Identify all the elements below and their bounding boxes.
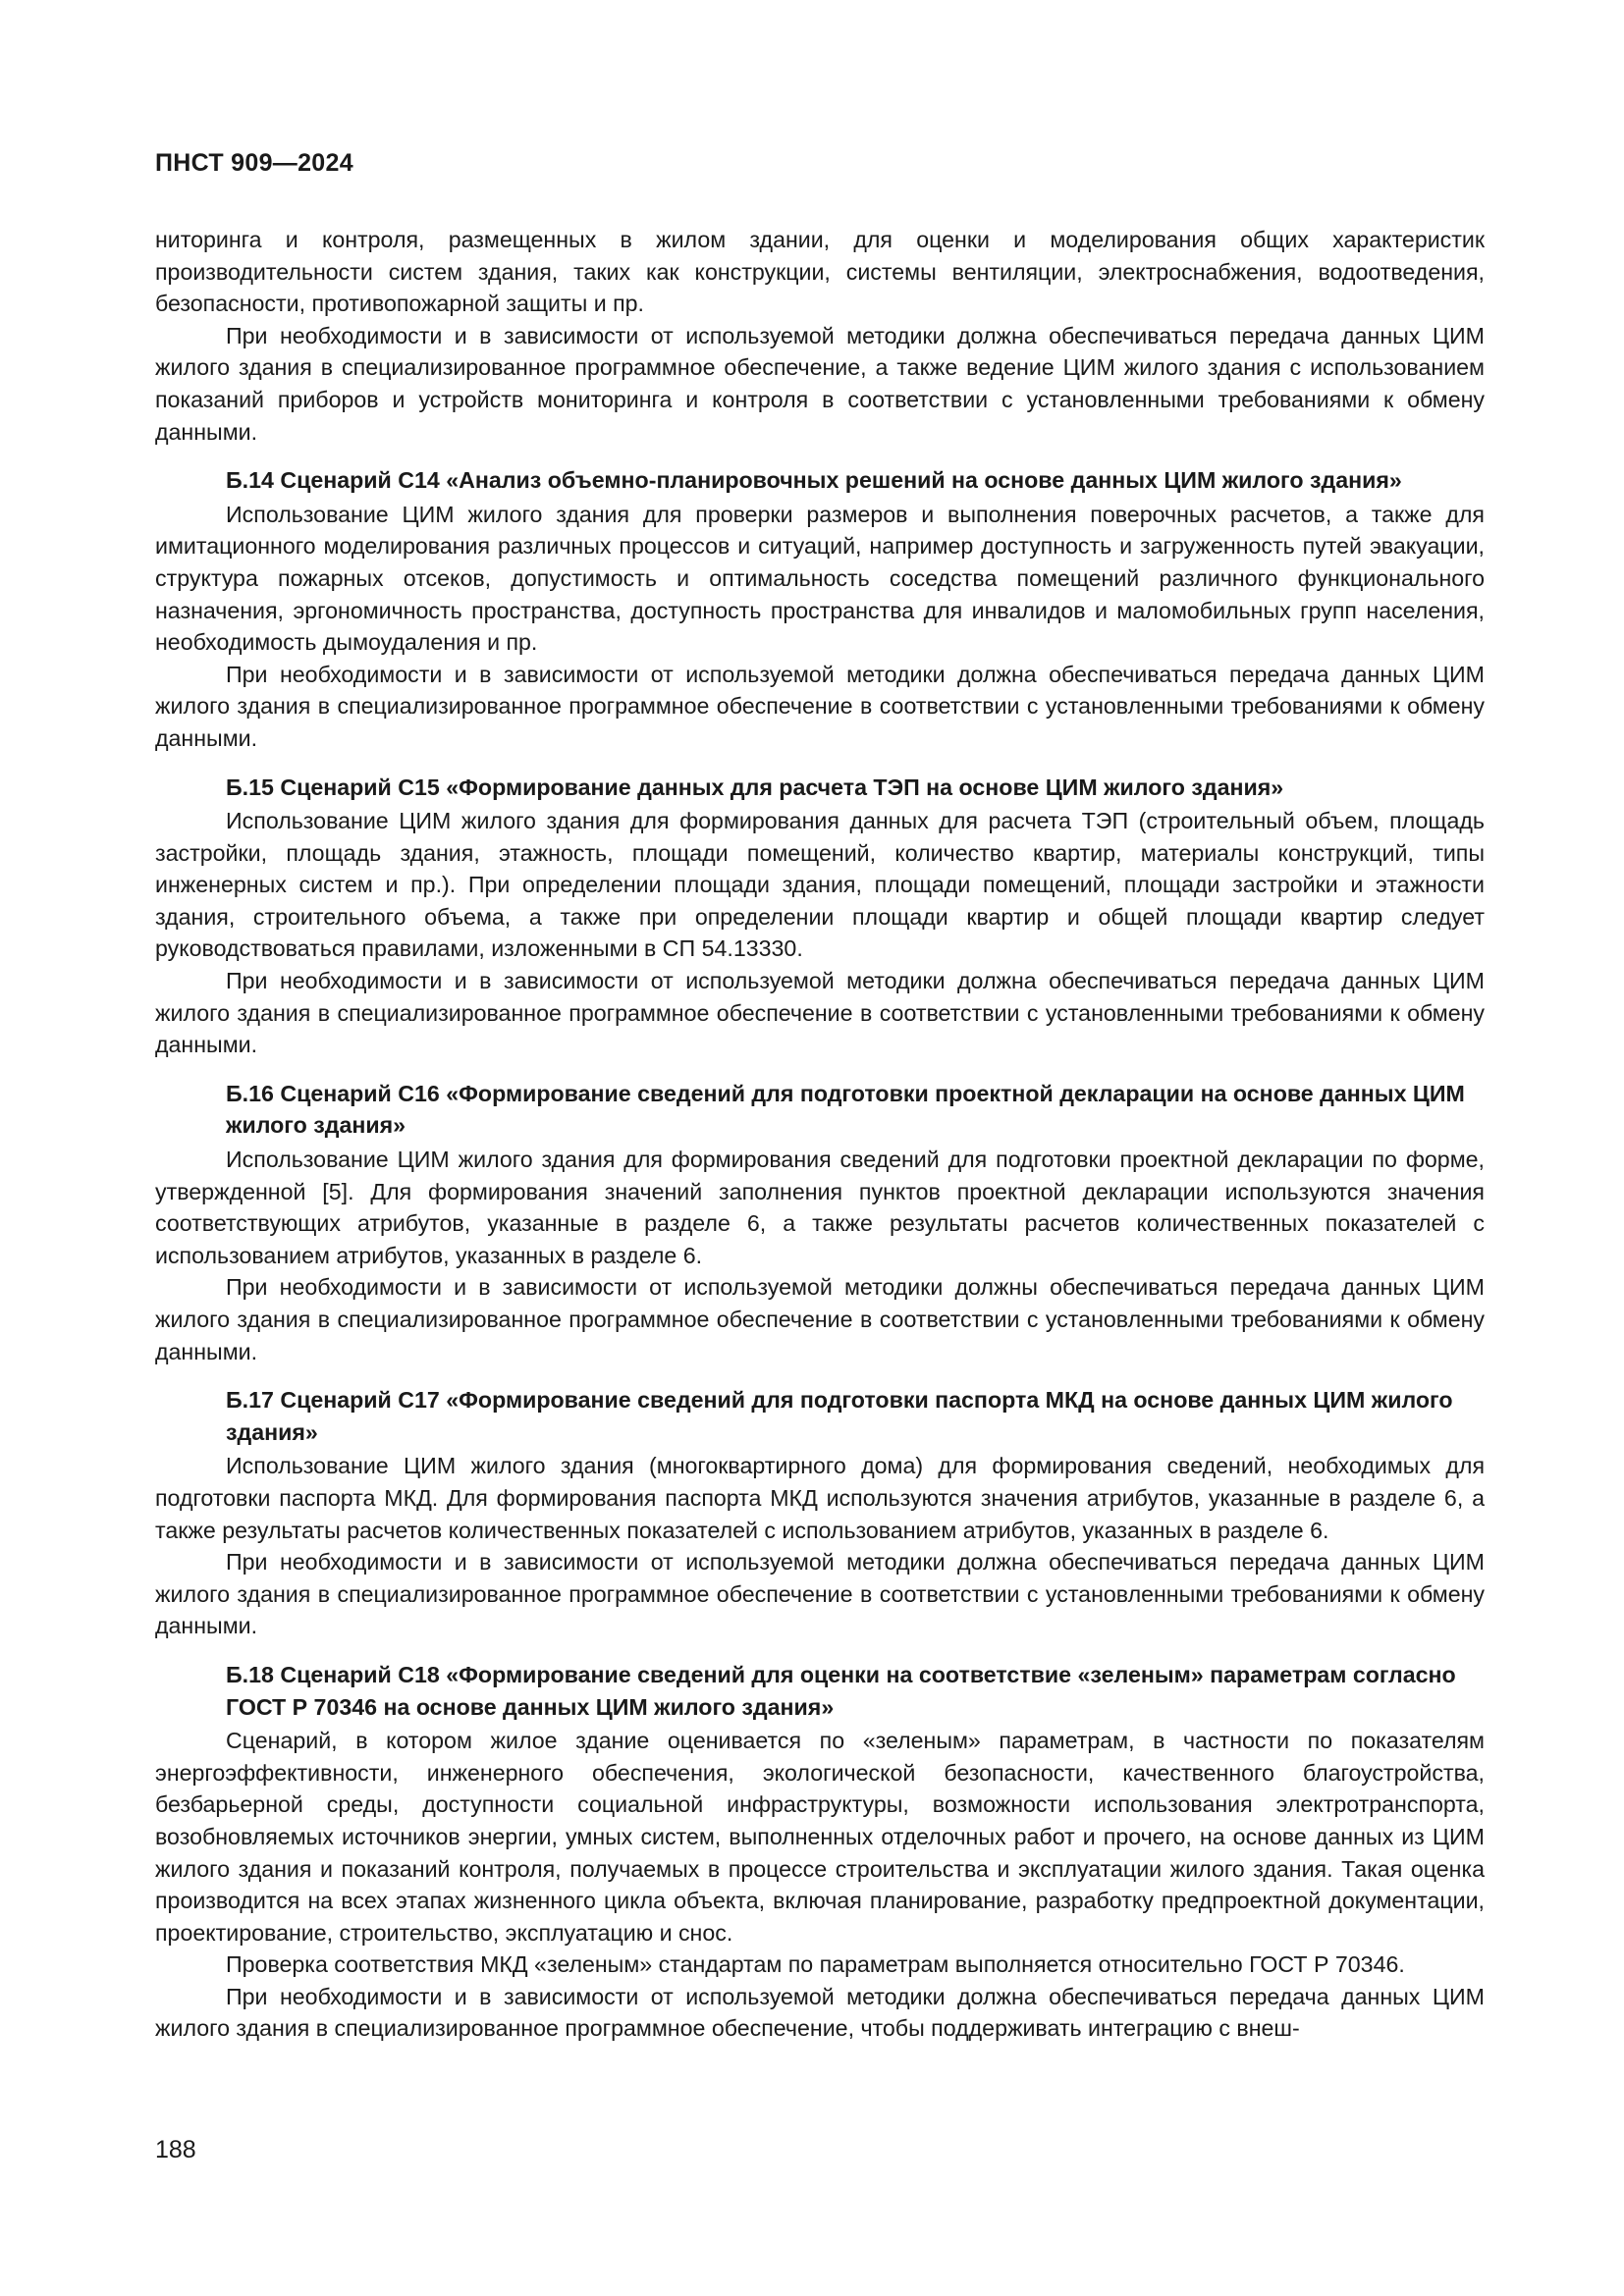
paragraph: Использование ЦИМ жилого здания (многоквартирного дома) для формирования сведений, необходимых для подготовки паспорта МКД. Для формирования паспорта МКД используются значения атрибутов, указанные в разделе 6, а также результаты расчетов количественных показателей с использованием атрибутов, указанных в разделе 6. — [155, 1453, 1485, 1543]
section-heading-b18: Б.18 Сценарий С18 «Формирование сведений для оценки на соответствие «зеленым» параметрам согласно ГОСТ Р 70346 на основе данных ЦИМ жилого здания» — [226, 1661, 1456, 1720]
section-heading-b14: Б.14 Сценарий С14 «Анализ объемно-планировочных решений на основе данных ЦИМ жилого здания» — [226, 467, 1402, 494]
paragraph: Сценарий, в котором жилое здание оценивается по «зеленым» параметрам, в частности по показателям энергоэффективности, инженерного обеспечения, экологической безопасности, качественного благоустройства, безбарьерной среды, доступности социальной инфраструктуры, возможности использования электротранспорта, возобновляемых источников энергии, умных систем, выполненных отделочных работ и прочего, на основе данных из ЦИМ жилого здания и показаний контроля, получаемых в процессе строительства и эксплуатации жилого здания. Такая оценка производится на всех этапах жизненного цикла объекта, включая планирование, разработку предпроектной документации, проектирование, строительство, эксплуатацию и снос. — [155, 1728, 1485, 1946]
paragraph: Проверка соответствия МКД «зеленым» стандартам по параметрам выполняется относительно ГОСТ Р 70346. — [226, 1951, 1405, 1978]
section-heading-b17: Б.17 Сценарий С17 «Формирование сведений для подготовки паспорта МКД на основе данных ЦИМ жилого здания» — [226, 1387, 1453, 1445]
paragraph: Использование ЦИМ жилого здания для формирования данных для расчета ТЭП (строительный объем, площадь застройки, площадь здания, этажность, площади помещений, количество квартир, материалы конструкций, типы инженерных систем и пр.). При определении площади здания, площади помещений, площади застройки и этажности здания, строительного объема, а также при определении площади квартир и общей площади квартир следует руководствоваться правилами, изложенными в СП 54.13330. — [155, 808, 1485, 962]
paragraph: При необходимости и в зависимости от используемой методики должна обеспечиваться передача данных ЦИМ жилого здания в специализированное программное обеспечение, чтобы поддерживать интеграцию с внеш- — [155, 1983, 1485, 2042]
section-heading-b15: Б.15 Сценарий С15 «Формирование данных для расчета ТЭП на основе ЦИМ жилого здания» — [226, 774, 1284, 800]
page-number: 188 — [155, 2136, 196, 2163]
paragraph: При необходимости и в зависимости от используемой методики должна обеспечиваться передача данных ЦИМ жилого здания в специализированное программное обеспечение в соответствии с установленными требованиями к обмену данными. — [155, 1549, 1485, 1639]
paragraph: При необходимости и в зависимости от используемой методики должны обеспечиваться передача данных ЦИМ жилого здания в специализированное программное обеспечение в соответствии с установленными требованиями к обмену данными. — [155, 1274, 1485, 1364]
section-heading-b16: Б.16 Сценарий С16 «Формирование сведений для подготовки проектной декларации на основе данных ЦИМ жилого здания» — [226, 1080, 1465, 1139]
paragraph: ниторинга и контроля, размещенных в жилом здании, для оценки и моделирования общих характеристик производительности систем здания, таких как конструкции, системы вентиляции, электроснабжения, водоотведения, безопасности, противопожарной защиты и пр. — [155, 227, 1485, 317]
document-header: ПНСТ 909—2024 — [155, 149, 353, 177]
document-body — [155, 224, 1485, 2045]
paragraph: При необходимости и в зависимости от используемой методики должна обеспечиваться передача данных ЦИМ жилого здания в специализированное программное обеспечение в соответствии с установленными требованиями к обмену данными. — [155, 968, 1485, 1058]
paragraph: При необходимости и в зависимости от используемой методики должна обеспечиваться передача данных ЦИМ жилого здания в специализированное программное обеспечение, а также ведение ЦИМ жилого здания с использованием показаний приборов и устройств мониторинга и контроля в соответствии с установленными требованиями к обмену данными. — [155, 322, 1485, 445]
paragraph: При необходимости и в зависимости от используемой методики должна обеспечиваться передача данных ЦИМ жилого здания в специализированное программное обеспечение в соответствии с установленными требованиями к обмену данными. — [155, 661, 1485, 751]
paragraph: Использование ЦИМ жилого здания для проверки размеров и выполнения поверочных расчетов, а также для имитационного моделирования различных процессов и ситуаций, например доступность и загруженность путей эвакуации, структура пожарных отсеков, допустимость и оптимальность соседства помещений различного функционального назначения, эргономичность пространства, доступность пространства для инвалидов и маломобильных групп населения, необходимость дымоудаления и пр. — [155, 501, 1485, 656]
paragraph: Использование ЦИМ жилого здания для формирования сведений для подготовки проектной декларации по форме, утвержденной [5]. Для формирования значений заполнения пунктов проектной декларации используются значения соответствующих атрибутов, указанные в разделе 6, а также результаты расчетов количественных показателей с использованием атрибутов, указанных в разделе 6. — [155, 1147, 1485, 1268]
